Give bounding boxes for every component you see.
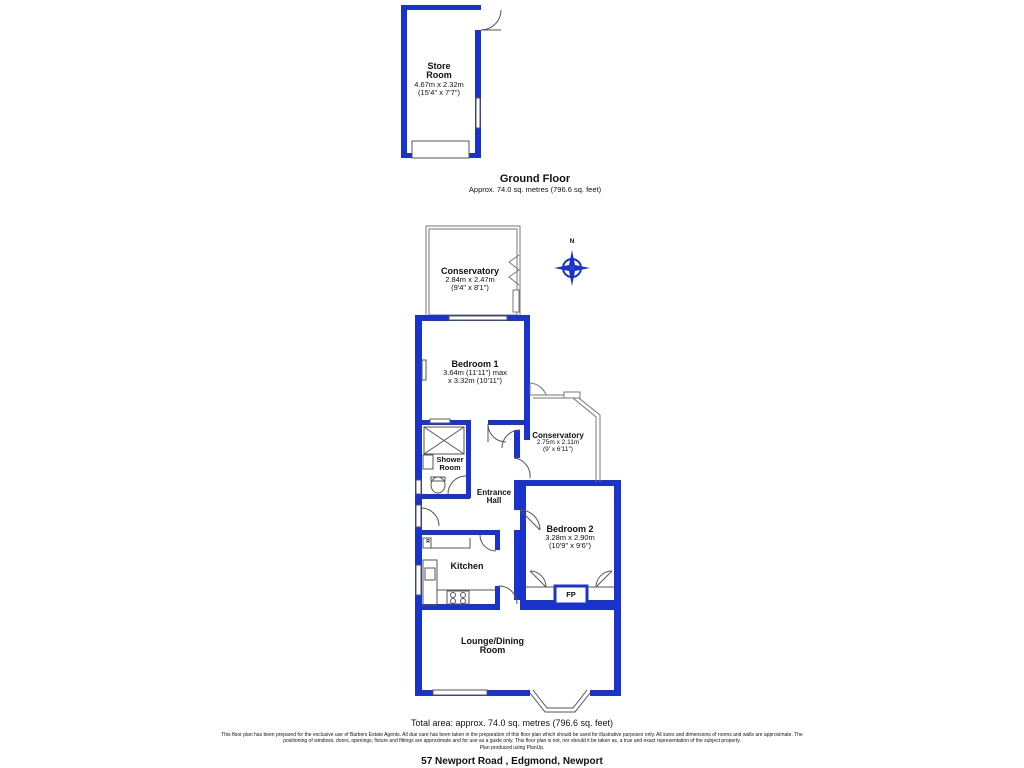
- conservatory-1-dim-2: (9'4" x 8'1"): [451, 283, 489, 293]
- bedroom-2-dim-1: 3.28m x 2.90m: [545, 533, 595, 543]
- fridge-label: R: [426, 539, 430, 545]
- bedroom-1-dim-2: x 3.32m (10'11"): [448, 376, 502, 386]
- disclaimer-line-2: positioning of windows, doors, openings, fixture and fittings are approximate and for use as a guide only. This floor plan is not, nor should it be taken as, a true and exact representation of the subject property.: [283, 738, 741, 745]
- floor-area: Approx. 74.0 sq. metres (796.6 sq. feet): [468, 184, 602, 194]
- conservatory-1-name: Conservatory: [440, 266, 500, 276]
- bedroom-2-dim-2: (10'9" x 9'6"): [549, 541, 591, 551]
- disclaimer-line-3: Plan produced using PlanUp.: [479, 744, 545, 751]
- store-room-label: [404, 62, 474, 97]
- bedroom-1-label: [425, 360, 525, 385]
- shower-room-label: [434, 456, 466, 472]
- lounge-name-1: Lounge/Dining: [461, 636, 524, 646]
- shower-room-name-1: Shower: [436, 455, 464, 464]
- conservatory-2-label: [527, 432, 589, 454]
- store-room-name-1: Store: [427, 61, 451, 71]
- lounge-name-2: Room: [479, 645, 506, 656]
- entrance-hall-name-2: Hall: [486, 496, 502, 506]
- kitchen-label: [440, 562, 494, 571]
- total-area: Total area: approx. 74.0 sq. metres (796.6 sq. feet): [410, 718, 614, 728]
- disclaimer: [160, 732, 864, 751]
- conservatory-1-dim-1: 2.84m x 2.47m: [445, 275, 495, 285]
- lounge-label: [445, 637, 540, 656]
- conservatory-2-dim-1: 2.75m x 2.11m: [536, 439, 580, 447]
- conservatory-2-name: Conservatory: [532, 431, 584, 440]
- fireplace-label: FP: [566, 590, 576, 599]
- bedroom-2-name: Bedroom 2: [546, 524, 594, 534]
- kitchen-name: Kitchen: [450, 561, 484, 571]
- bedroom-2-label: [530, 525, 610, 550]
- bedroom-1-dim-1: 3.64m (11'11") max: [443, 368, 507, 378]
- entrance-hall-name-1: Entrance: [476, 488, 512, 497]
- floor-name: Ground Floor: [499, 173, 571, 185]
- property-address: 57 Newport Road , Edgmond, Newport: [421, 756, 603, 767]
- store-room-dim-1: 4.67m x 2.32m: [414, 79, 464, 89]
- store-room-dim-2: (15'4" x 7'7"): [418, 87, 460, 97]
- compass-rose: [554, 250, 590, 286]
- entrance-hall-label: [470, 489, 518, 506]
- store-room-name-2: Room: [426, 70, 452, 81]
- conservatory-2-dim-2: (9' x 6'11"): [543, 446, 573, 454]
- disclaimer-line-1: This floor plan has been prepared for the exclusive use of Barbers Estate Agents. All due care has been taken in the preparation of this floor plan which should be used for illustrative purposes only. All sizes and dimensions of rooms and walls are approximate. The: [221, 732, 803, 738]
- compass-north-label: N: [569, 238, 575, 245]
- conservatory-1-label: [425, 267, 515, 292]
- bedroom-1-name: Bedroom 1: [451, 359, 499, 369]
- floor-heading: [430, 174, 640, 193]
- shower-room-name-2: Room: [439, 462, 461, 472]
